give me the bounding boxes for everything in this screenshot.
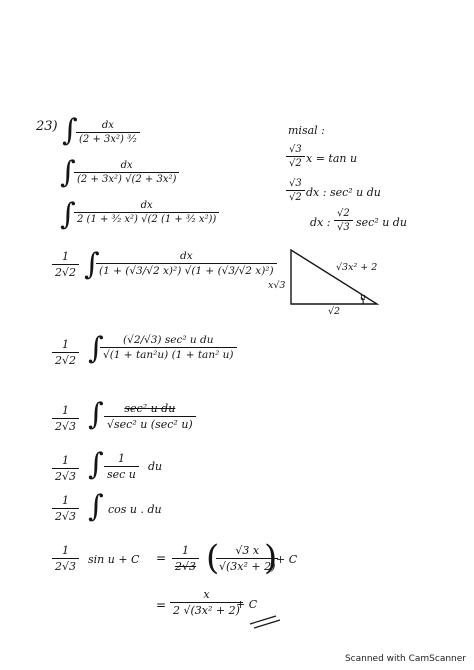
sub-eq3-rest: sec² u du bbox=[356, 216, 407, 229]
step4-coefficient bbox=[52, 250, 79, 279]
step7-coef-num: 1 bbox=[62, 454, 69, 467]
integral-sign: ∫ bbox=[88, 447, 104, 482]
step9-coef-num: 1 bbox=[62, 544, 69, 557]
step3-denominator: 2 (1 + ³⁄₂ x²) √(2 (1 + ³⁄₂ x²)) bbox=[74, 212, 219, 225]
step1-denominator: (2 + 3x²) ³⁄₂ bbox=[76, 132, 140, 145]
sub-eq2-num: √3 bbox=[289, 178, 302, 189]
step2-fraction bbox=[74, 160, 179, 185]
triangle-opposite-label: x√3 bbox=[268, 280, 286, 291]
sub-eq1-num: √3 bbox=[289, 144, 302, 155]
integral-sign: ∫ bbox=[88, 331, 104, 366]
step4-coef-den: 2√2 bbox=[52, 264, 79, 279]
step5-coefficient bbox=[52, 338, 79, 367]
step10-equals: = bbox=[156, 598, 167, 612]
step5-denominator: √(1 + tan²u) (1 + tan² u) bbox=[100, 347, 237, 361]
step5-fraction bbox=[100, 334, 237, 361]
step9-paren-num: √3 x bbox=[235, 544, 260, 557]
step6-coefficient bbox=[52, 404, 79, 433]
step7-coef-den: 2√3 bbox=[52, 468, 79, 483]
integral-sign: ∫ bbox=[62, 113, 78, 148]
integral-sign: ∫ bbox=[60, 155, 76, 190]
sub-eq3-lhs: dx : bbox=[310, 216, 331, 229]
step10-numerator: x bbox=[203, 588, 210, 601]
step6-numerator: sec² u du bbox=[124, 402, 176, 415]
sub-eq1-coefficient bbox=[286, 144, 305, 169]
step3-fraction bbox=[74, 200, 219, 225]
step9-body: sin u + C bbox=[88, 553, 140, 566]
step7-fraction bbox=[104, 452, 139, 481]
integral-sign: ∫ bbox=[88, 397, 104, 432]
step5-numerator: (√2/√3) sec² u du bbox=[123, 334, 214, 346]
step6-coef-num: 1 bbox=[62, 404, 69, 417]
step4-coef-num: 1 bbox=[62, 250, 69, 263]
step4-denominator: (1 + (√3/√2 x)²) √(1 + (√3/√2 x)²) bbox=[96, 263, 277, 277]
step9-right-paren: ) bbox=[264, 538, 278, 578]
step9-frac-den: 2√3 bbox=[172, 558, 199, 573]
sub-eq1-den: √2 bbox=[286, 156, 305, 169]
step9-coefficient bbox=[52, 544, 79, 573]
step4-fraction bbox=[96, 250, 277, 277]
step4-numerator: dx bbox=[179, 250, 193, 262]
scanner-watermark: Scanned with CamScanner bbox=[344, 654, 466, 664]
sub-eq2-coefficient bbox=[286, 178, 305, 203]
step6-denominator: √sec² u (sec² u) bbox=[104, 416, 196, 431]
triangle-adjacent-label: √2 bbox=[328, 306, 341, 317]
step9-coef-den: 2√3 bbox=[52, 558, 79, 573]
triangle-angle-label: u bbox=[360, 293, 366, 303]
sub-eq3-num: √2 bbox=[337, 208, 350, 219]
step1-fraction bbox=[76, 120, 140, 145]
step8-coef-den: 2√3 bbox=[52, 508, 79, 523]
step7-denominator: sec u bbox=[104, 466, 139, 481]
substitution-title: misal : bbox=[288, 124, 325, 137]
sub-eq3-coefficient bbox=[334, 208, 353, 233]
step10-tail: + C bbox=[236, 598, 258, 611]
step9-left-paren: ( bbox=[206, 538, 220, 578]
final-answer-marks bbox=[248, 612, 282, 630]
step1-numerator: dx bbox=[101, 120, 114, 131]
step8-coefficient bbox=[52, 494, 79, 523]
step3-numerator: dx bbox=[140, 200, 153, 211]
integral-sign: ∫ bbox=[60, 197, 76, 232]
reference-triangle bbox=[285, 246, 385, 308]
step9-equals: = bbox=[156, 551, 167, 565]
step6-coef-den: 2√3 bbox=[52, 418, 79, 433]
integral-sign: ∫ bbox=[88, 489, 104, 524]
step7-numerator: 1 bbox=[117, 452, 125, 465]
step9-paren-den: √(3x² + 2) bbox=[216, 558, 278, 573]
step9-frac bbox=[172, 544, 199, 573]
step7-differential: du bbox=[148, 460, 163, 473]
step9-tail: + C bbox=[276, 553, 298, 566]
sub-eq2-rest: dx : sec² u du bbox=[306, 186, 381, 199]
step2-numerator: dx bbox=[120, 160, 133, 171]
step5-coef-num: 1 bbox=[62, 338, 69, 351]
sub-eq3-den: √3 bbox=[334, 220, 353, 233]
step5-coef-den: 2√2 bbox=[52, 352, 79, 367]
step10-fraction bbox=[170, 588, 243, 617]
step9-frac-num: 1 bbox=[182, 544, 189, 557]
integral-sign: ∫ bbox=[84, 247, 100, 282]
sub-eq1-rest: x = tan u bbox=[306, 152, 358, 165]
triangle-hypotenuse-label: √3x² + 2 bbox=[336, 262, 378, 273]
problem-number: 23) bbox=[36, 119, 58, 134]
step8-body: cos u . du bbox=[108, 503, 162, 516]
step2-denominator: (2 + 3x²) √(2 + 3x²) bbox=[74, 172, 179, 185]
step8-coef-num: 1 bbox=[62, 494, 69, 507]
step10-denominator: 2 √(3x² + 2) bbox=[170, 602, 243, 617]
sub-eq2-den: √2 bbox=[286, 190, 305, 203]
step6-fraction bbox=[104, 402, 196, 431]
step7-coefficient bbox=[52, 454, 79, 483]
